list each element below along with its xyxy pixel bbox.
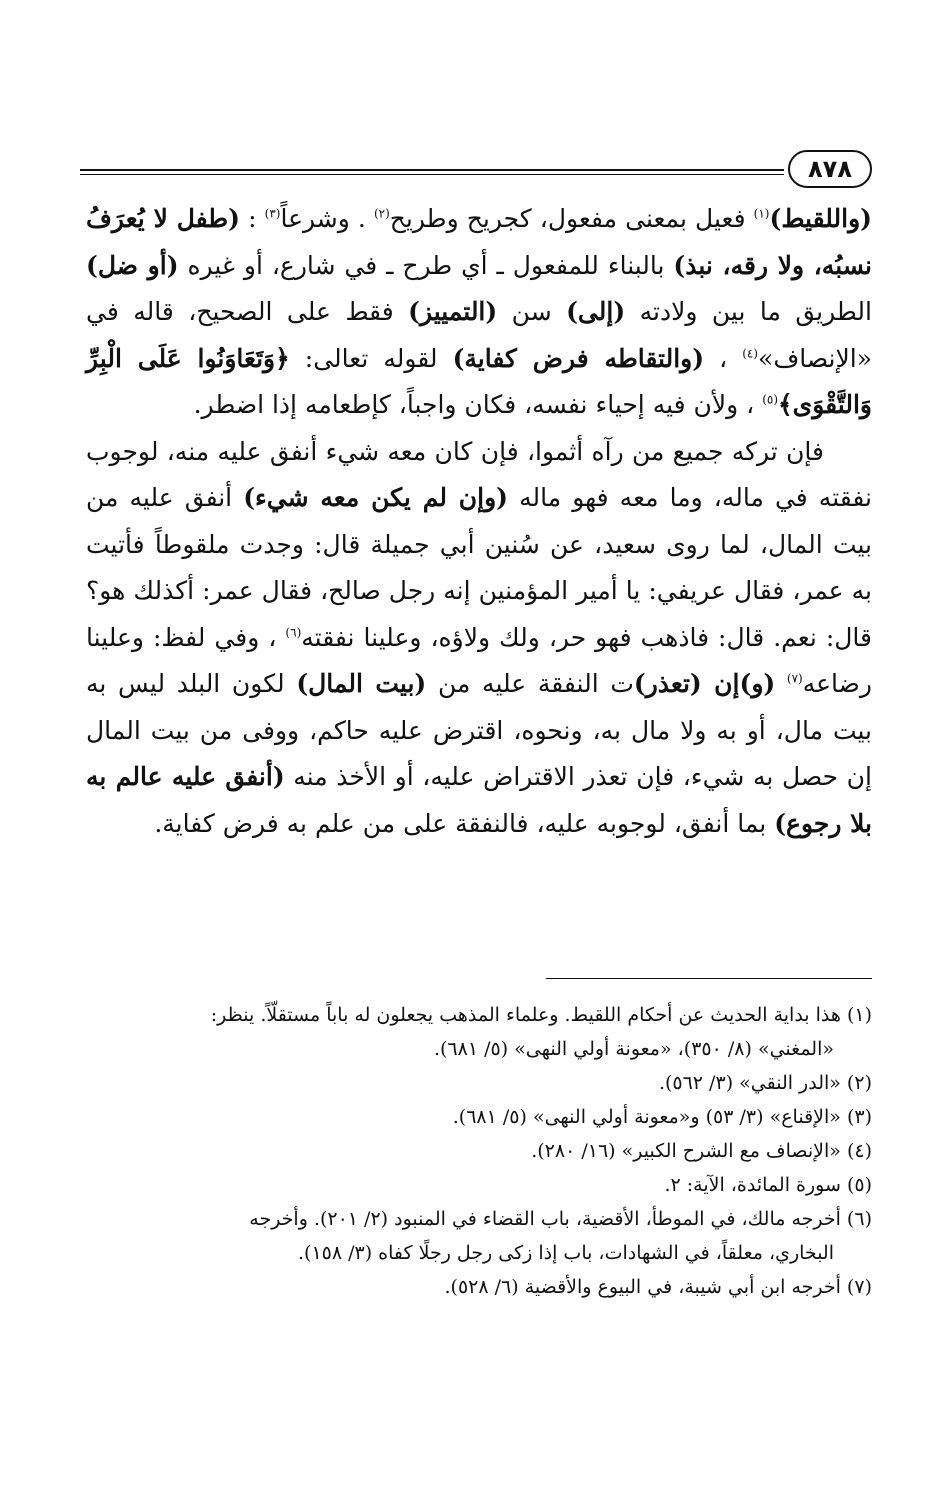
- text: لقوله تعالى:: [289, 343, 453, 373]
- text: بالبناء للمفعول ـ أي طرح ـ في شارع، أو غيره: [178, 250, 674, 280]
- footnote-1: (١) هذا بداية الحديث عن أحكام اللقيط. وعلماء المذهب يجعلون له باباً مستقلّاً. ينظر:: [210, 1004, 872, 1026]
- footnote-ref[interactable]: (١): [753, 206, 770, 221]
- main-text: [86, 196, 872, 847]
- footnote-ref[interactable]: (٢): [373, 206, 390, 221]
- text: فعيل بمعنى مفعول، كجريح وطريح: [389, 204, 754, 233]
- text: فإن تركه جميع من رآه أثموا، فإن كان معه شيء أنفق عليه منه، لوجوب نفقته في ماله، وما معه فهو ماله: [86, 436, 873, 512]
- matn-text: (و)إن (تعذر): [633, 669, 776, 698]
- header-rule-thin: [80, 174, 784, 175]
- page-number: ٨٧٨: [788, 150, 872, 188]
- text: ، ولأن فيه إحياء نفسه، فكان واجباً، كإطعامه إذا اضطر.: [193, 390, 763, 419]
- text: أنفق عليه من بيت المال، لما روى سعيد، عن سُنين أبي جميلة قال: وجدت ملقوطاً فأتيت به عمر، فقال عريفي: يا أمير المؤمنين إنه رجل صالح، فقال عمر: أكذلك هو؟ قال: نعم. قال: فاذهب فهو حر، ولك ولاؤه، وعلينا نفقته: [86, 483, 873, 652]
- text: ،: [704, 343, 743, 373]
- matn-text: (طفل لا يُعرَفُ نسبُه، ولا رقه، نبذ): [86, 204, 873, 280]
- text: بما أنفق، لوجوبه عليه، فالنفقة على من علم به فرض كفاية.: [154, 808, 775, 838]
- footnote-4: (٤) «الإنصاف مع الشرح الكبير» (١٦/ ٢٨٠).: [531, 1140, 872, 1162]
- footnote-2: (٢) «الدر النقي» (٣/ ٥٦٢).: [658, 1072, 872, 1094]
- text: . وشرعاً: [280, 204, 374, 233]
- text: ، وفي لفظ: وعلينا رضاعه: [86, 622, 872, 698]
- text: لكون البلد ليس به بيت مال، أو به ولا مال به، ونحوه، اقترض عليه حاكم، ووفى من بيت المال إن حصل به شيء، فإن تعذر الاقتراض عليه، أو الأخذ منه: [86, 669, 872, 791]
- matn-text: (التمييز): [408, 297, 498, 326]
- footnote-ref[interactable]: (٦): [285, 625, 302, 640]
- paragraph-1: [86, 196, 872, 429]
- footnote-ref[interactable]: (٤): [742, 346, 759, 361]
- footnote-6-continued: البخاري، معلقاً، في الشهادات، باب إذا زكى رجل رجلًا كفاه (٣/ ١٥٨).: [297, 1242, 834, 1264]
- footnote-ref[interactable]: (٥): [762, 392, 779, 407]
- footnote-5: (٥) سورة المائدة، الآية: ٢.: [664, 1174, 872, 1196]
- text: ت النفقة عليه من: [426, 669, 634, 698]
- text: :: [240, 204, 265, 233]
- matn-text: (أو ضل): [86, 250, 179, 280]
- matn-text: (إلى): [566, 297, 626, 326]
- footnote-1-continued: «المغني» (٨/ ٣٥٠)، «معونة أولي النهى» (٥/ ٦٨١).: [433, 1038, 834, 1060]
- text: [775, 669, 787, 698]
- text: فقط على الصحيح، قاله في «الإنصاف»: [86, 297, 872, 373]
- term: (واللقيط): [769, 204, 872, 233]
- footnote-7: (٧) أخرجه ابن أبي شيبة، في البيوع والأقضية (٦/ ٥٢٨).: [444, 1276, 872, 1298]
- text: سن: [497, 297, 567, 326]
- footnote-separator: [546, 978, 872, 979]
- footnote-6: (٦) أخرجه مالك، في الموطأ، الأقضية، باب القضاء في المنبود (٢/ ٢٠١). وأخرجه: [249, 1208, 872, 1230]
- footnote-ref[interactable]: (٣): [264, 206, 281, 221]
- header-rule: [80, 169, 784, 171]
- page-header: [80, 150, 872, 190]
- footnote-3: (٣) «الإقناع» (٣/ ٥٣) و«معونة أولي النهى» (٥/ ٦٨١).: [452, 1106, 872, 1128]
- footnote-ref[interactable]: (٧): [786, 671, 803, 686]
- matn-text: (والتقاطه فرض كفاية): [452, 343, 705, 373]
- footnotes: [86, 998, 872, 1304]
- matn-text: (بيت المال): [296, 669, 427, 698]
- text: الطريق ما بين ولادته: [625, 297, 872, 326]
- matn-text: (أنفق عليه عالم به بلا رجوع): [86, 762, 872, 838]
- quran-verse: ﴿وَتَعَاوَنُوا عَلَى الْبِرِّ وَالتَّقْوَى﴾: [86, 343, 872, 419]
- matn-text: (وإن لم يكن معه شيء): [243, 483, 509, 512]
- paragraph-2: [86, 429, 872, 848]
